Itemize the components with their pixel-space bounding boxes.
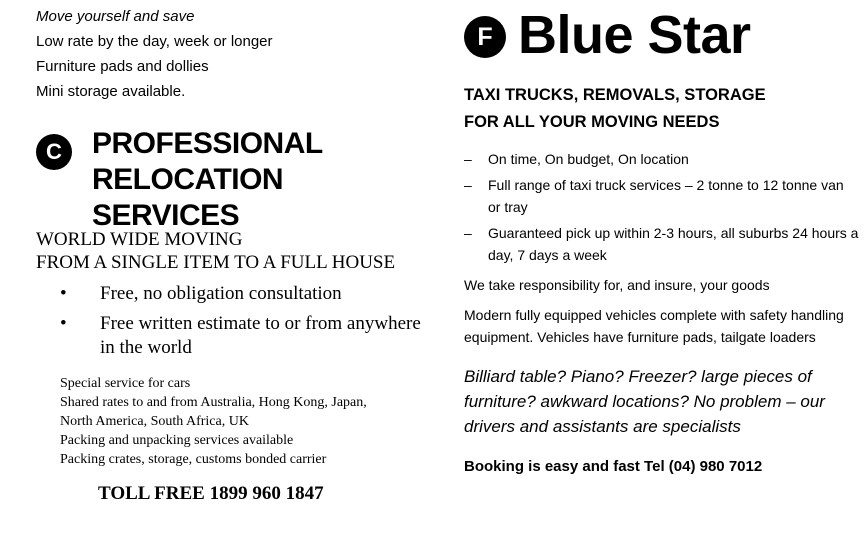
intro-line: Mini storage available. [36,83,186,100]
list-item-text: Guaranteed pick up within 2-3 hours, all suburbs 24 hours a day, 7 days a week [488,225,859,263]
intro-line: Move yourself and save [36,8,195,25]
list-item-text: Full range of taxi truck services – 2 tonne to 12 tonne van or tray [488,177,844,215]
detail-line: Shared rates to and from Australia, Hong Kong, Japan, [60,395,367,410]
intro-line: Low rate by the day, week or longer [36,33,273,50]
list-item [464,148,859,170]
brand-heading [464,4,859,72]
section-letter-badge: C [36,134,72,170]
worldwide-line: FROM A SINGLE ITEM TO A FULL HOUSE [36,252,396,273]
intro-lines [36,4,436,104]
bullet-icon: • [60,283,67,304]
section-title [92,126,436,234]
ad-blue-star [464,4,859,477]
service-details [60,374,436,469]
section-heading [36,127,436,232]
dash-icon: – [464,225,472,241]
list-item [36,312,436,360]
tagline [464,82,859,136]
list-item-text: Free written estimate to or from anywhere in the world [100,313,421,358]
list-item-text: Free, no obligation consultation [100,283,342,304]
list-item [464,174,859,218]
brand-name: Blue Star [518,5,751,65]
vehicles-text: Modern fully equipped vehicles complete with safety handling equipment. Vehicles have furniture pads, tailgate loaders [464,307,844,345]
section-title-line: RELOCATION SERVICES [92,163,284,232]
intro-line: Furniture pads and dollies [36,58,209,75]
toll-free-number: TOLL FREE 1899 960 1847 [98,483,324,504]
list-item-text: On time, On budget, On location [488,151,689,167]
detail-line: North America, South Africa, UK [60,414,249,429]
booking-phone: Booking is easy and fast Tel (04) 980 7012 [464,458,763,475]
dash-icon: – [464,151,472,167]
tagline-line: TAXI TRUCKS, REMOVALS, STORAGE [464,86,766,104]
dash-list [464,148,859,266]
tagline-line: FOR ALL YOUR MOVING NEEDS [464,113,720,131]
section-letter-badge: F [464,16,506,58]
detail-line: Packing crates, storage, customs bonded carrier [60,452,327,467]
section-title-line: PROFESSIONAL [92,127,323,160]
dash-icon: – [464,177,472,193]
worldwide-moving [36,228,436,274]
specialists-text: Billiard table? Piano? Freezer? large pieces of furniture? awkward locations? No problem – our drivers and assistants are specialists [464,367,825,436]
bullet-icon: • [60,313,67,334]
detail-line: Special service for cars [60,376,191,391]
list-item [36,282,436,306]
bullet-list [36,282,436,360]
ad-professional-relocation [36,4,436,505]
worldwide-line: WORLD WIDE MOVING [36,229,243,250]
detail-line: Packing and unpacking services available [60,433,294,448]
insurance-text: We take responsibility for, and insure, your goods [464,277,770,293]
list-item [464,222,859,266]
